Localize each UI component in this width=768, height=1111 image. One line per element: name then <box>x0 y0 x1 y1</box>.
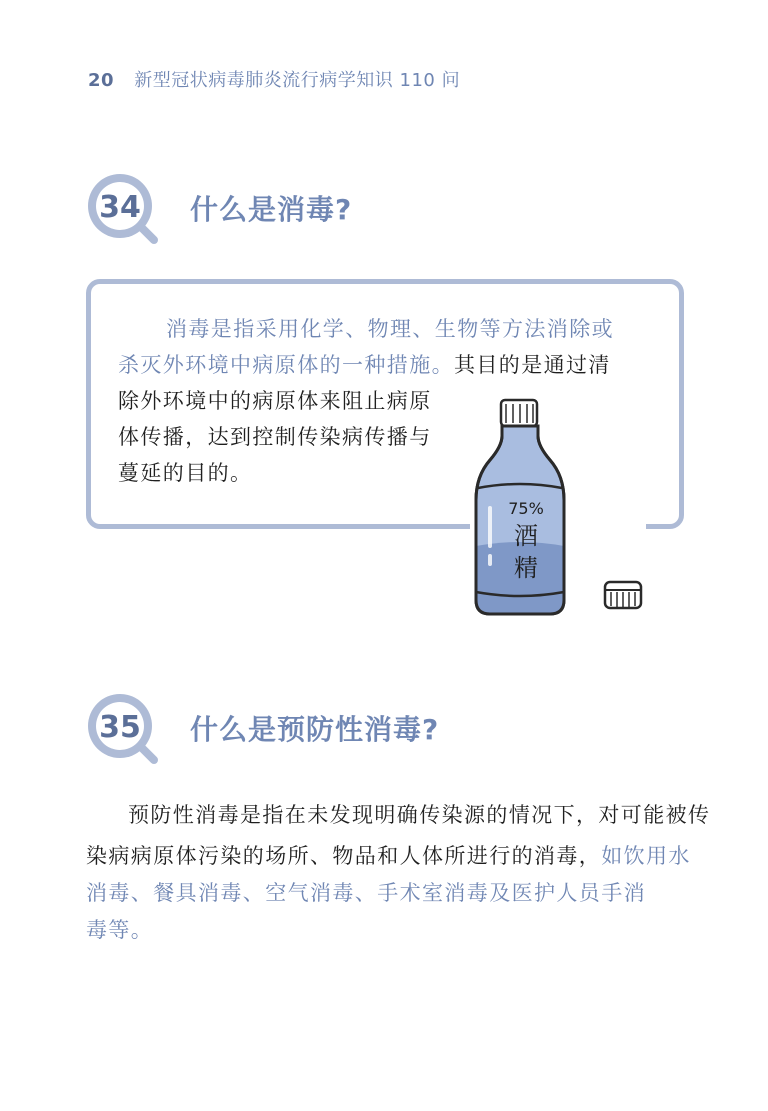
bottle-cap-icon <box>602 578 644 612</box>
page-number: 20 <box>88 70 115 91</box>
answer-35-line-2-highlight: 如饮用水 <box>601 844 691 868</box>
question-title: 什么是消毒? <box>190 193 353 226</box>
answer-35-line-1: 预防性消毒是指在未发现明确传染源的情况下，对可能被传 <box>128 803 711 827</box>
answer-34-line-5: 蔓延的目的。 <box>118 461 253 485</box>
answer-35-line-2-plain: 染病病原体污染的场所、物品和人体所进行的消毒， <box>86 844 602 868</box>
bottle-label-char-1: 酒 <box>514 522 538 550</box>
answer-34-line-1: 消毒是指采用化学、物理、生物等方法消除或 <box>166 317 614 341</box>
question-number-badge <box>84 690 160 766</box>
answer-34-line-4: 体传播，达到控制传染病传播与 <box>118 425 432 449</box>
question-number: 34 <box>99 190 141 225</box>
book-title: 新型冠状病毒肺炎流行病学知识 110 问 <box>134 70 461 91</box>
question-number-badge <box>84 170 160 246</box>
magnifier-badge-icon <box>84 690 160 766</box>
answer-35-line-2 <box>86 838 691 874</box>
answer-34-line-2-highlight: 杀灭外环境中病原体的一种措施。 <box>118 353 454 377</box>
answer-35-line-3: 消毒、餐具消毒、空气消毒、手术室消毒及医护人员手消 <box>86 881 646 905</box>
question-34-heading <box>84 170 352 246</box>
bottle-label-percent: 75% <box>508 499 544 518</box>
answer-34-line-2 <box>118 347 611 383</box>
question-number: 35 <box>99 710 141 745</box>
answer-34-line-2-rest: 其目的是通过清 <box>454 353 611 377</box>
answer-35-line-4: 毒等。 <box>86 918 154 942</box>
bottle-label-char-2: 精 <box>514 554 538 582</box>
question-35-heading <box>84 690 439 766</box>
question-title: 什么是预防性消毒? <box>190 713 440 746</box>
magnifier-badge-icon <box>84 170 160 246</box>
answer-34-line-3: 除外环境中的病原体来阻止病原 <box>118 389 432 413</box>
alcohol-bottle-illustration <box>468 396 572 622</box>
running-header <box>88 66 460 92</box>
